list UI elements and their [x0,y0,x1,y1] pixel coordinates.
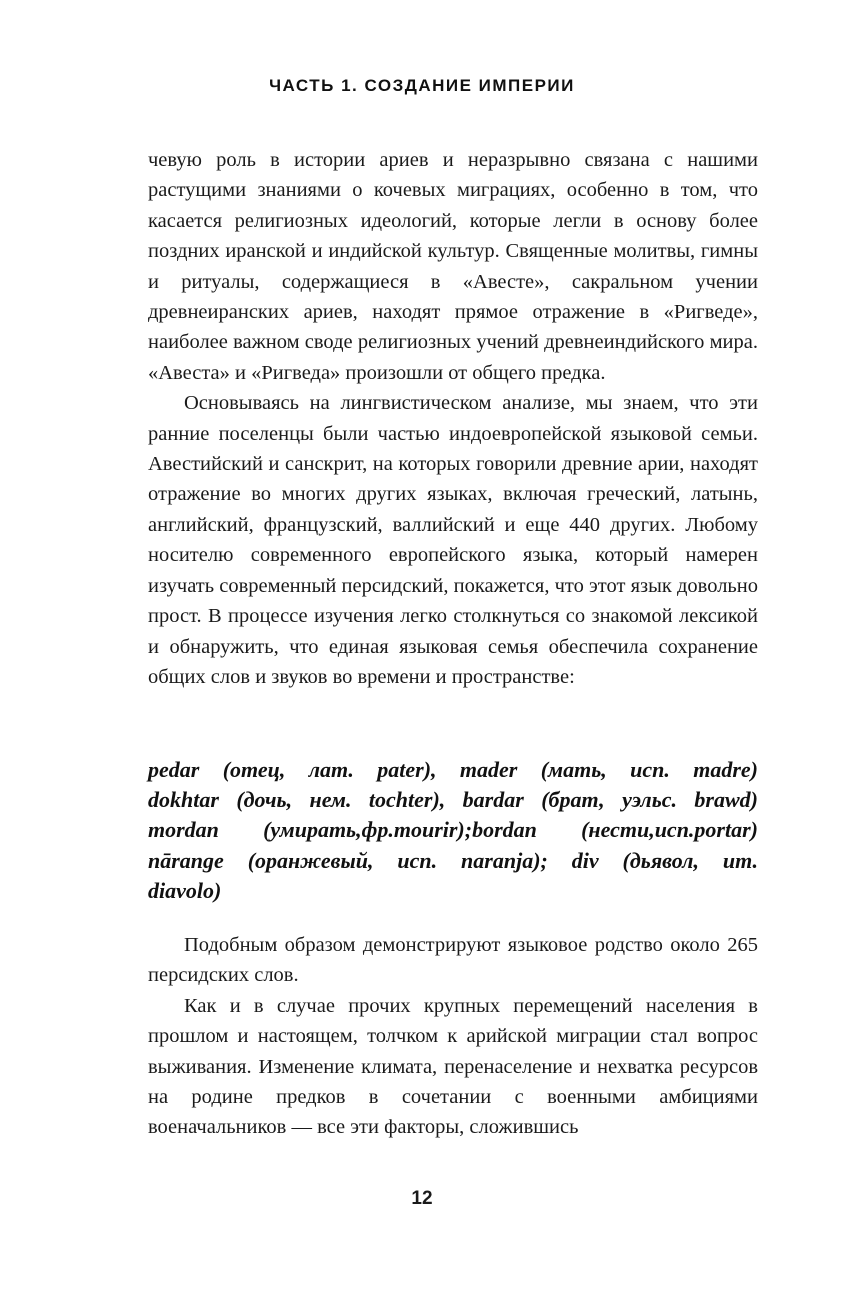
word-examples [148,755,758,906]
page-number: 12 [411,1188,433,1209]
running-head: ЧАСТЬ 1. СОЗДАНИЕ ИМПЕРИИ [269,76,575,95]
example-line: mordan (умирать,фр.mourir);bordan (нести,исп.portar) [148,817,758,843]
example-line: nārange (оранжевый, исп. naranja); div (дьявол, ит. [148,847,758,873]
paragraph-similarity: Подобным образом демонстрируют языковое родство около 265 персидских слов. [148,934,758,987]
example-line: dokhtar (дочь, нем. tochter), bardar (брат, уэльс. brawd) [148,787,758,813]
paragraph-linguistics: Основываясь на лингвистическом анализе, мы знаем, что эти ранние поселенцы были частью индоевропейской языковой семьи. Авестийский и санскрит, на которых говорили древние арии, находят отражение во многих других языках, включая греческий, латынь, английский, французский, валлийский и еще 440 других. Любому носителю современного европейского языка, который намерен изучать современный персидский, покажется, что этот язык довольно прост. В процессе изучения легко столкнуться со знакомой лексикой и обнаружить, что единая языковая семья обеспечила сохранение общих слов и звуков во времени и пространстве: [148,392,758,688]
text-block-top [148,145,758,692]
paragraph-migration: Как и в случае прочих крупных перемещений населения в прошлом и настоящем, толчком к арийской миграции стал вопрос выживания. Изменение климата, перенаселение и нехватка ресурсов на родине предков в сочетании с военными амбициями военачальников — все эти факторы, сложившись [148,994,758,1139]
text-block-bottom [148,930,758,1143]
example-line: diavolo) [148,877,222,903]
paragraph-continued: чевую роль в истории ариев и неразрывно связана с нашими растущими знаниями о кочевых миграциях, особенно в том, что касается религиозных идеологий, которые легли в основу более поздних иранской и индийской культур. Священные молитвы, гимны и ритуалы, содержащиеся в «Авесте», сакральном учении древнеиранских ариев, находят прямое отражение в «Ригведе», наиболее важном своде религиозных учений древнеиндийского мира. «Авеста» и «Ригведа» произошли от общего предка. [148,149,758,384]
example-line: pedar (отец, лат. pater), mader (мать, исп. madre) [148,757,758,782]
